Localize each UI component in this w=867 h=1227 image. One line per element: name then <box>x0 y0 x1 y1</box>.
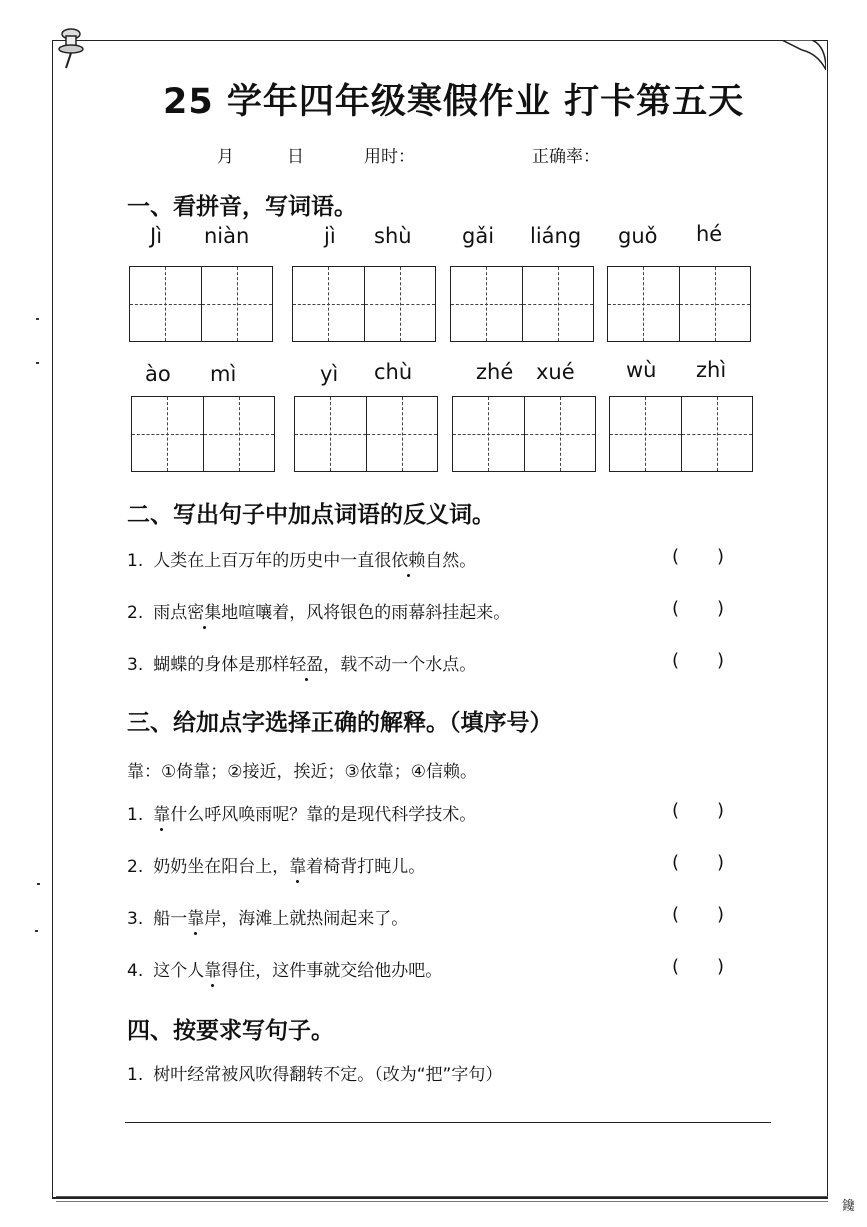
question-text: 人类在上百万年的历史中一直很 <box>153 551 392 571</box>
section4-heading: 四、按要求写句子。 <box>127 1018 334 1044</box>
question-text: 什么呼风唤雨呢？靠的是现代科学技术。 <box>170 805 477 825</box>
pinyin: jì <box>324 224 336 248</box>
question-text: 奶奶坐在阳台上， <box>153 857 290 877</box>
worksheet-title: 25 学年四年级寒假作业 打卡第五天 <box>163 82 745 122</box>
pinyin: chù <box>374 360 413 384</box>
question-text: 蝴蝶的身体是那样 <box>153 655 290 675</box>
question-text: 船一 <box>153 909 188 929</box>
question-item <box>127 956 442 981</box>
question-item <box>127 904 408 929</box>
pinyin: ào <box>145 362 171 386</box>
question-text: 得住，这件事就交给他办吧。 <box>221 961 443 981</box>
page-curl <box>782 40 826 70</box>
section3-heading: 三、给加点字选择正确的解释。（填序号） <box>127 710 553 736</box>
pinyin: guǒ <box>618 224 658 248</box>
question-text: 这个人 <box>153 961 205 981</box>
section2-heading: 二、写出句子中加点词语的反义词。 <box>127 502 495 528</box>
answer-parentheses[interactable]: ( ) <box>672 852 725 873</box>
pinyin: Jì <box>150 224 163 248</box>
question-text: 雨点 <box>153 603 188 623</box>
pinyin: zhé <box>476 360 514 384</box>
answer-parentheses[interactable]: ( ) <box>672 546 725 567</box>
section1-heading: 一、看拼音，写词语。 <box>127 194 357 220</box>
pinyin: niàn <box>204 224 250 248</box>
writing-grid[interactable] <box>294 396 438 472</box>
page-shadow <box>56 1196 828 1202</box>
day-label: 日 <box>287 147 304 167</box>
pinyin: shù <box>374 224 412 248</box>
question-text: 树叶经常被风吹得翻转不定。（改为“把”字句） <box>153 1065 503 1085</box>
answer-parentheses[interactable]: ( ) <box>672 956 725 977</box>
question-item <box>127 1060 502 1085</box>
answer-parentheses[interactable]: ( ) <box>672 800 725 821</box>
writing-grid[interactable] <box>607 266 751 342</box>
pinyin: xué <box>536 360 575 384</box>
scan-speck <box>35 930 38 932</box>
dotted-word: 靠 <box>187 909 205 929</box>
answer-parentheses[interactable]: ( ) <box>672 904 725 925</box>
question-item <box>127 800 476 825</box>
accuracy-label: 正确率： <box>532 147 600 167</box>
writing-grid[interactable] <box>450 266 594 342</box>
pinyin: liáng <box>530 224 582 248</box>
question-item <box>127 598 510 623</box>
pinyin: mì <box>210 362 237 386</box>
question-number: 2. <box>127 603 144 623</box>
scan-speck <box>36 318 39 320</box>
dotted-word: 靠 <box>289 857 307 877</box>
pinyin: zhì <box>696 358 727 382</box>
dotted-word: 轻盈 <box>289 655 324 675</box>
writing-grid[interactable] <box>609 396 753 472</box>
question-number: 1. <box>127 551 144 571</box>
question-number: 3. <box>127 909 144 929</box>
corner-mark: 鑱 <box>842 1199 856 1214</box>
answer-parentheses[interactable]: ( ) <box>672 650 725 671</box>
pinyin: yì <box>320 362 339 386</box>
dotted-word: 靠 <box>153 805 171 825</box>
writing-grid[interactable] <box>129 266 273 342</box>
question-text: 地喧嚷着，风将银色的雨幕斜挂起来。 <box>221 603 511 623</box>
question-number: 2. <box>127 857 144 877</box>
pinyin: wù <box>626 358 657 382</box>
pushpin-icon <box>56 26 86 70</box>
question-number: 4. <box>127 961 144 981</box>
writing-grid[interactable] <box>131 396 275 472</box>
question-text: ，载不动一个水点。 <box>323 655 477 675</box>
pinyin: hé <box>696 222 723 246</box>
question-text: 自然。 <box>425 551 477 571</box>
question-number: 1. <box>127 1065 144 1085</box>
scan-speck <box>36 362 39 364</box>
dotted-word: 密集 <box>187 603 222 623</box>
time-used-label: 用时： <box>364 147 415 167</box>
question-text: 岸，海滩上就热闹起来了。 <box>204 909 409 929</box>
question-number: 1. <box>127 805 144 825</box>
question-item <box>127 852 425 877</box>
pinyin: gǎi <box>462 224 495 248</box>
scan-speck <box>37 883 40 885</box>
writing-grid[interactable] <box>452 396 596 472</box>
dotted-word: 靠 <box>204 961 222 981</box>
question-item <box>127 546 476 571</box>
writing-grid[interactable] <box>292 266 436 342</box>
definition-key: 靠：①倚靠；②接近，挨近；③依靠；④信赖。 <box>127 762 477 782</box>
question-text: 着椅背打盹儿。 <box>306 857 426 877</box>
dotted-word: 依赖 <box>391 551 426 571</box>
month-label: 月 <box>217 147 234 167</box>
answer-line[interactable] <box>125 1122 771 1123</box>
question-number: 3. <box>127 655 144 675</box>
question-item <box>127 650 476 675</box>
answer-parentheses[interactable]: ( ) <box>672 598 725 619</box>
